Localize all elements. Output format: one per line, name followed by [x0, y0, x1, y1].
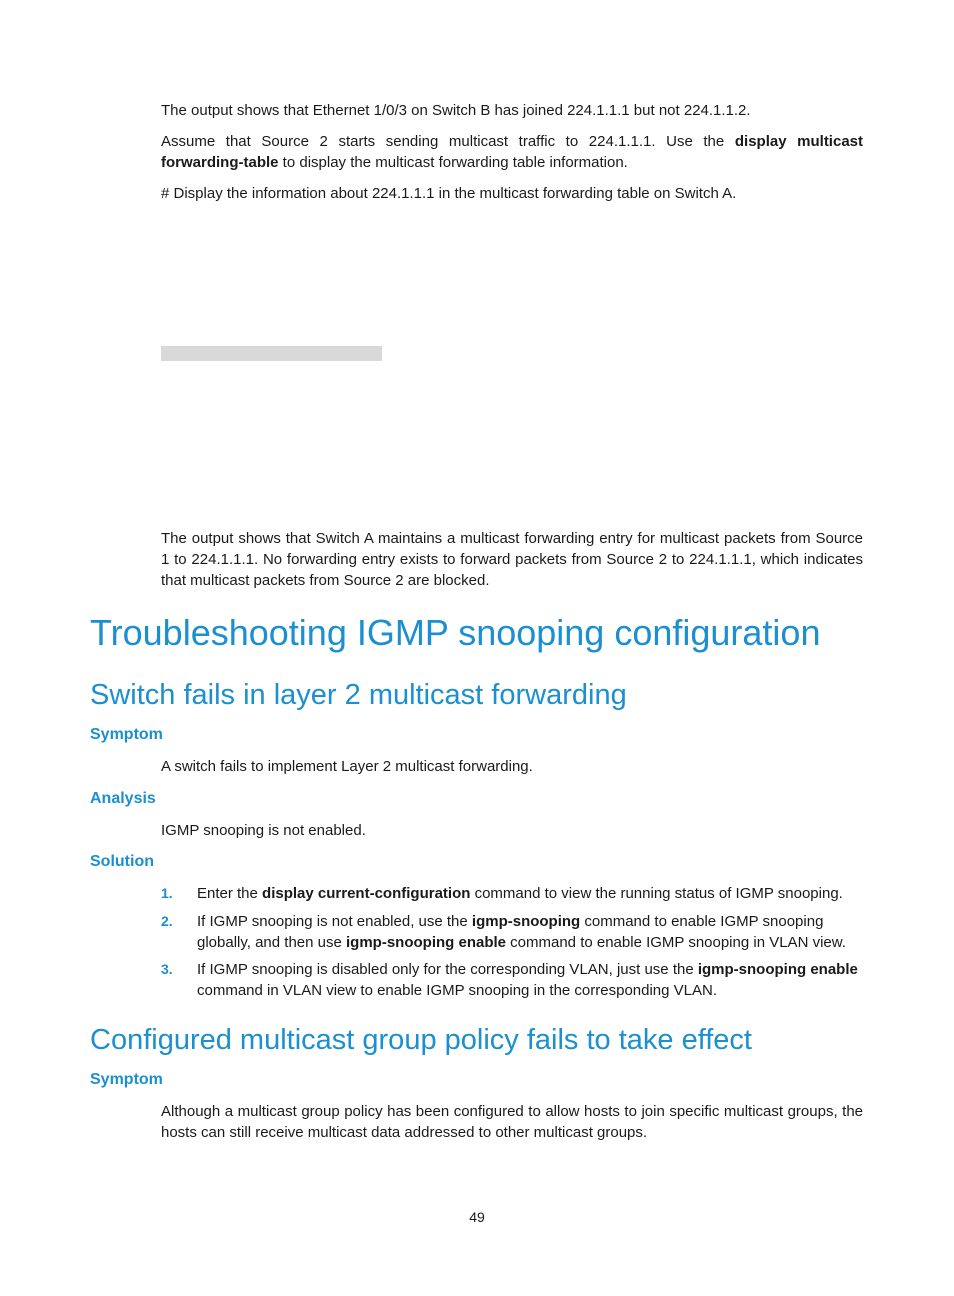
command-igmp-snooping: igmp-snooping: [471, 913, 581, 930]
section-title: Troubleshooting IGMP snooping configuration: [90, 612, 821, 653]
intro-paragraph-2-text-a: Assume that Source 2 starts sending multicast traffic to 224.1.1.1. Use the: [161, 133, 735, 150]
step-text-a: Enter the: [197, 885, 263, 902]
step-text-b: command in VLAN view to enable IGMP snooping in the corresponding VLAN.: [197, 982, 718, 999]
command-display-current-configuration: display current-configuration: [262, 885, 471, 902]
step-text: [197, 959, 863, 1001]
step-number: 2.: [161, 913, 173, 929]
analysis-text: IGMP snooping is not enabled.: [161, 822, 366, 839]
command-igmp-snooping-enable: igmp-snooping enable: [697, 961, 858, 978]
step-text-a: If IGMP snooping is not enabled, use the: [197, 913, 472, 930]
step-text-b: command to view the running status of IGMP snooping.: [470, 885, 843, 902]
page-number: 49: [469, 1209, 485, 1225]
command-display-multicast-forwarding-table: display multicast forwarding-table: [161, 133, 863, 171]
intro-paragraph-2-text-b: to display the multicast forwarding table information.: [278, 154, 628, 171]
symptom-heading-2: Symptom: [90, 1071, 163, 1088]
symptom-text-2: Although a multicast group policy has been configured to allow hosts to join specific multicast groups, the hosts can still receive multicast data addressed to other multicast groups.: [161, 1103, 863, 1141]
step-text-b: command to enable IGMP snooping globally, and then use: [197, 913, 824, 951]
intro-paragraph-3: # Display the information about 224.1.1.1 in the multicast forwarding table on Switch A.: [161, 185, 737, 202]
symptom-text: A switch fails to implement Layer 2 multicast forwarding.: [161, 758, 533, 775]
step-number: 1.: [161, 885, 173, 901]
step-number: 3.: [161, 961, 173, 977]
analysis-heading: Analysis: [90, 790, 156, 807]
step-text: [197, 911, 863, 953]
intro-paragraph-4: The output shows that Switch A maintains a multicast forwarding entry for multicast packets from Source 1 to 224.1.1.1. No forwarding entry exists to forward packets from Source 2 to 224.1.1.1, which indicates that multicast packets from Source 2 are blocked.: [161, 530, 863, 589]
command-igmp-snooping-enable: igmp-snooping enable: [346, 934, 506, 951]
symptom-heading: Symptom: [90, 726, 163, 743]
code-highlight-bar: [161, 346, 382, 361]
step-text: [197, 883, 863, 904]
step-text-c: command to enable IGMP snooping in VLAN view.: [506, 934, 846, 951]
subsection-title-forwarding: Switch fails in layer 2 multicast forwarding: [90, 679, 627, 711]
intro-paragraph-2: [161, 131, 863, 173]
intro-paragraph-1: The output shows that Ethernet 1/0/3 on Switch B has joined 224.1.1.1 but not 224.1.1.2.: [161, 102, 751, 119]
solution-heading: Solution: [90, 853, 154, 870]
subsection-title-policy: Configured multicast group policy fails to take effect: [90, 1024, 752, 1056]
step-text-a: If IGMP snooping is disabled only for the corresponding VLAN, just use the: [197, 961, 698, 978]
